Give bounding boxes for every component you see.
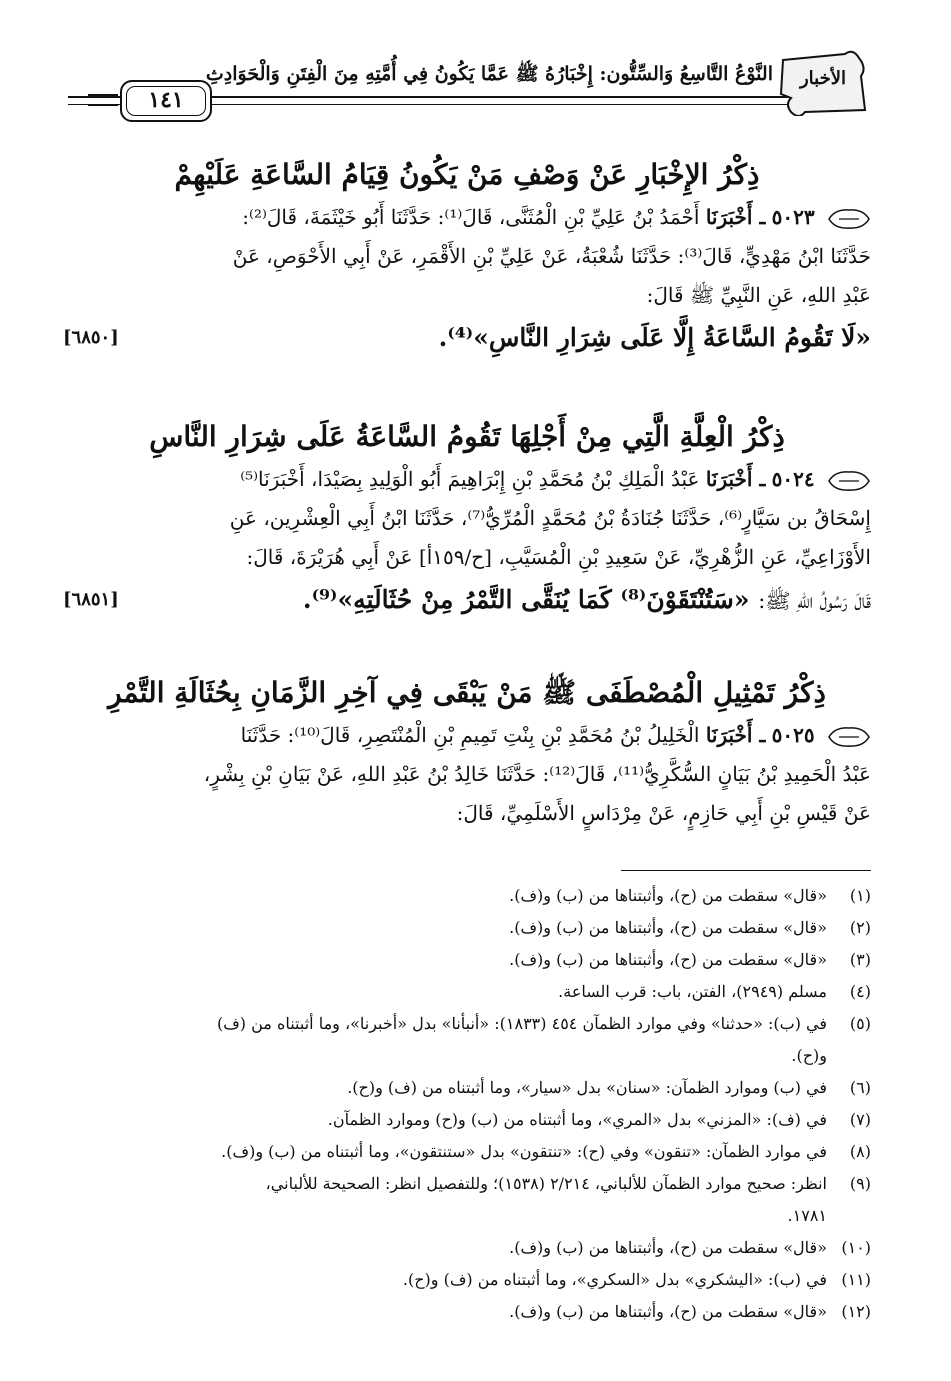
footnote-text: في (ب): «حدثنا» وفي موارد الظمآن ٤٥٤ (١٨٣٣): «أنبأنا» بدل «أخبرنا»، وما أثبتناه من (ف)	[216, 1014, 827, 1033]
footnote-number: (١١)	[841, 1270, 871, 1289]
footnote-number: (٧)	[849, 1110, 871, 1129]
footnote-text: «قال» سقطت من (ح)، وأثبتناها من (ب) و(ف).	[509, 950, 827, 969]
akhbar-marker-icon	[827, 725, 871, 749]
hadith-reference: [٦٨٥١]	[63, 589, 119, 610]
footnote-number: (١)	[849, 886, 871, 905]
footnote	[63, 1008, 871, 1072]
running-header	[88, 50, 863, 130]
footnote-separator	[621, 870, 871, 871]
isnad-line: عَبْدِ اللهِ، عَنِ النَّبِيِّ ﷺ قَالَ:	[646, 283, 871, 307]
footnote-text: «قال» سقطت من (ح)، وأثبتناها من (ب) و(ف).	[509, 886, 827, 905]
section-3	[63, 670, 871, 833]
footnote-number: (٨)	[849, 1142, 871, 1161]
footnote-text: في موارد الظمآن: «تنقون» وفي (ح): «تنتقون» بدل «ستنتقون»، وما أثبتناه من (ب) و(ف).	[221, 1142, 827, 1161]
hadith-lead-word: أَخْبَرَنَا	[705, 205, 753, 229]
isnad-line: حَدَّثَنَا ابْنُ مَهْدِيٍّ، قَالَ⁽³⁾: حَدَّثَنَا شُعْبَةُ، عَنْ عَلِيِّ بْنِ الأَقْمَرِ، عَنْ أَبِي الأَحْوَصِ، عَنْ	[232, 244, 871, 268]
footnote	[63, 1168, 871, 1232]
footnote	[63, 1296, 871, 1328]
footnote-text: في (ف): «المزني» بدل «المري»، وما أثبتناه من (ب) و(ح) وموارد الظمآن.	[327, 1110, 827, 1129]
page-number-box	[120, 80, 212, 122]
isnad-line: إِسْحَاقُ بن سَيَّارٍ⁽⁶⁾، حَدَّثَنَا جُنَادَةُ بْنُ مُحَمَّدٍ الْمُرِّيُّ⁽⁷⁾، حَدَّثَنَا ابْنُ أَبِي الْعِشْرِين، عَنِ	[229, 506, 871, 530]
footnote-continuation: ١٧٨١.	[787, 1206, 827, 1225]
corner-badge-label: الأخبار	[799, 68, 846, 89]
header-title: النَّوْعُ التَّاسِعُ وَالسِّتُّون: إِخْبَارُهُ ﷺ عَمَّا يَكُونُ فِي أُمَّتِهِ مِنَ الْفِتَنِ وَالْحَوَادِثِ	[205, 63, 773, 85]
hadith-lead-word: أَخْبَرَنَا	[705, 467, 753, 491]
hadith-5025: ٥٠٢٥ ـ أَخْبَرَنَا الْخَلِيلُ بْنُ مُحَمَّدِ بْنِ بِنْتِ تَمِيمِ بْنِ الْمُنْتَصِرِ، قَالَ⁽¹⁰⁾: حَدَّثَنَا عَبْدُ الْحَمِيدِ بْنُ بَيَانٍ السُّكَّرِيُّ⁽¹¹⁾، قَالَ⁽¹²⁾: حَدَّثَنَا خَالِدُ بْنُ عَبْدِ اللهِ، عَنْ بَيَانِ بْنِ بِشْرٍ، عَنْ قَيْسِ بْنِ أَبِي حَازِمٍ، عَنْ مِرْدَاسٍ الأَسْلَمِيِّ، قَالَ:	[63, 716, 871, 833]
footnotes	[63, 880, 871, 1328]
footnote-number: (٥)	[849, 1014, 871, 1033]
page-number: ١٤١	[148, 87, 184, 113]
footnote-number: (٤)	[849, 982, 871, 1001]
hadith-number: ٥٠٢٥	[771, 723, 815, 747]
footnote-text: في (ب): «اليشكري» بدل «السكري»، وما أثبتناه من (ف) و(ح).	[402, 1270, 827, 1289]
hadith-matn: «سَتُنْتَقَوْنَ⁽⁸⁾ كَمَا يُنَقَّى التَّمْرُ مِنْ حُثَالَتِهِ»⁽⁹⁾.	[302, 585, 750, 614]
section-1	[63, 152, 871, 363]
hadith-lead-word: أَخْبَرَنَا	[705, 723, 753, 747]
footnote-number: (٩)	[849, 1174, 871, 1193]
isnad-line: أَحْمَدُ بْنُ عَلِيِّ بْنِ الْمُثَنَّى، قَالَ⁽¹⁾: حَدَّثَنَا أَبُو خَيْثَمَةَ، قَالَ⁽²⁾:	[242, 205, 700, 229]
matn-row	[63, 577, 871, 625]
matn-intro: قَالَ رَسُولُ اللهِ ﷺ:	[758, 589, 871, 613]
footnote	[63, 1104, 871, 1136]
header-left-rule	[88, 94, 118, 106]
footnote-number: (١٢)	[841, 1302, 871, 1321]
footnote	[63, 1264, 871, 1296]
footnote	[63, 880, 871, 912]
akhbar-marker-icon	[827, 207, 871, 231]
matn-row	[63, 315, 871, 363]
isnad-line: الأَوْزَاعِيِّ، عَنِ الزُّهْرِيِّ، عَنْ سَعِيدِ بْنِ الْمُسَيَّبِ، [ح/١٥٩أ] عَنْ أَبِي هُرَيْرَةَ، قَالَ:	[246, 545, 871, 569]
footnote-continuation: و(ح).	[791, 1046, 827, 1065]
footnote-text: «قال» سقطت من (ح)، وأثبتناها من (ب) و(ف).	[509, 1238, 827, 1257]
footnote-text: في (ب) وموارد الظمآن: «سنان» بدل «سيار»، وما أثبتناه من (ف) و(ح).	[347, 1078, 827, 1097]
footnote	[63, 976, 871, 1008]
hadith-reference: [٦٨٥٠]	[63, 327, 119, 348]
footnote-text: انظر: صحيح موارد الظمآن للألباني، ٢/٢١٤ (١٥٣٨)؛ وللتفصيل انظر: الصحيحة للألباني،	[265, 1174, 827, 1193]
footnote	[63, 1072, 871, 1104]
hadith-matn: «لَا تَقُومُ السَّاعَةُ إِلَّا عَلَى شِرَارِ النَّاسِ»⁽⁴⁾.	[438, 323, 871, 352]
footnote	[63, 944, 871, 976]
footnote	[63, 912, 871, 944]
hadith-number: ٥٠٢٣	[771, 205, 815, 229]
footnote-text: «قال» سقطت من (ح)، وأثبتناها من (ب) و(ف).	[509, 918, 827, 937]
footnote-number: (٦)	[849, 1078, 871, 1097]
isnad-line: عَبْدُ الْمَلِكِ بْنُ مُحَمَّدِ بْنِ إِبْرَاهِيمَ أَبُو الْوَلِيدِ بِصَيْدَا، أَخْبَرَنَا⁽⁵⁾	[240, 467, 700, 491]
isnad-line: عَبْدُ الْحَمِيدِ بْنُ بَيَانٍ السُّكَّرِيُّ⁽¹¹⁾، قَالَ⁽¹²⁾: حَدَّثَنَا خَالِدُ بْنُ عَبْدِ اللهِ، عَنْ بَيَانِ بْنِ بِشْرٍ،	[203, 762, 871, 786]
section-heading: ذِكْرُ الْعِلَّةِ الَّتِي مِنْ أَجْلِهَا تَقُومُ السَّاعَةُ عَلَى شِرَارِ النَّاسِ	[149, 420, 785, 453]
hadith-number: ٥٠٢٤	[771, 467, 815, 491]
footnote	[63, 1232, 871, 1264]
section-heading: ذِكْرُ تَمْثِيلِ الْمُصْطَفَى ﷺ مَنْ يَبْقَى فِي آخِرِ الزَّمَانِ بِحُثَالَةِ التَّمْرِ	[108, 676, 826, 709]
hadith-5023: ٥٠٢٣ ـ أَخْبَرَنَا أَحْمَدُ بْنُ عَلِيِّ بْنِ الْمُثَنَّى، قَالَ⁽¹⁾: حَدَّثَنَا أَبُو خَيْثَمَةَ، قَالَ⁽²⁾: حَدَّثَنَا ابْنُ مَهْدِيٍّ، قَالَ⁽³⁾: حَدَّثَنَا شُعْبَةُ، عَنْ عَلِيِّ بْنِ الأَقْمَرِ، عَنْ أَبِي الأَحْوَصِ، عَنْ عَبْدِ اللهِ، عَنِ النَّبِيِّ ﷺ قَالَ: «لَا تَقُومُ السَّاعَةُ إِلَّا عَلَى شِرَارِ النَّاسِ»⁽⁴⁾. [٦٨٥٠]	[63, 198, 871, 363]
akhbar-marker-icon	[827, 469, 871, 493]
isnad-line: عَنْ قَيْسِ بْنِ أَبِي حَازِمٍ، عَنْ مِرْدَاسٍ الأَسْلَمِيِّ، قَالَ:	[456, 801, 871, 825]
footnote-text: مسلم (٢٩٤٩)، الفتن، باب: قرب الساعة.	[558, 982, 827, 1001]
section-2	[63, 414, 871, 625]
footnote	[63, 1136, 871, 1168]
footnote-text: «قال» سقطت من (ح)، وأثبتناها من (ب) و(ف).	[509, 1302, 827, 1321]
footnote-number: (٢)	[849, 918, 871, 937]
hadith-5024: ٥٠٢٤ ـ أَخْبَرَنَا عَبْدُ الْمَلِكِ بْنُ مُحَمَّدِ بْنِ إِبْرَاهِيمَ أَبُو الْوَلِيدِ بِصَيْدَا، أَخْبَرَنَا⁽⁵⁾ إِسْحَاقُ بن سَيَّارٍ⁽⁶⁾، حَدَّثَنَا جُنَادَةُ بْنُ مُحَمَّدٍ الْمُرِّيُّ⁽⁷⁾، حَدَّثَنَا ابْنُ أَبِي الْعِشْرِين، عَنِ الأَوْزَاعِيِّ، عَنِ الزُّهْرِيِّ، عَنْ سَعِيدِ بْنِ الْمُسَيَّبِ، [ح/١٥٩أ] عَنْ أَبِي هُرَيْرَةَ، قَالَ: قَالَ رَسُولُ اللهِ ﷺ: «سَتُنْتَقَوْنَ⁽⁸⁾ كَمَا يُنَقَّى التَّمْرُ مِنْ حُثَالَتِهِ»⁽⁹⁾. [٦٨٥١]	[63, 460, 871, 625]
section-heading: ذِكْرُ الإِخْبَارِ عَنْ وَصْفِ مَنْ يَكُونُ قِيَامُ السَّاعَةِ عَلَيْهِمْ	[174, 158, 760, 191]
footnote-number: (٣)	[849, 950, 871, 969]
isnad-line: الْخَلِيلُ بْنُ مُحَمَّدِ بْنِ بِنْتِ تَمِيمِ بْنِ الْمُنْتَصِرِ، قَالَ⁽¹⁰⁾: حَدَّثَنَا	[240, 723, 700, 747]
footnote-number: (١٠)	[841, 1238, 871, 1257]
